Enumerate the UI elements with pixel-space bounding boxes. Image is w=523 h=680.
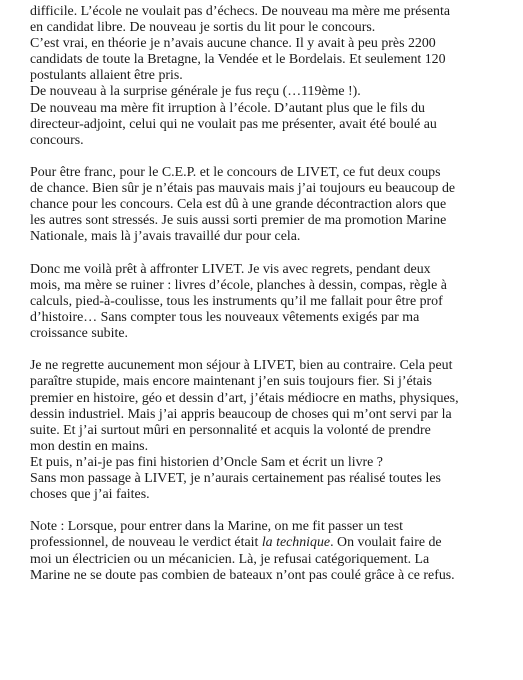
text-line: Marine ne se doute pas combien de bateaux n’ont pas coulé grâce à ce refus. (30, 567, 455, 583)
italic-phrase: la technique (261, 535, 331, 551)
text-line: Nationale, mais là j’avais travaillé dur pour cela. (30, 229, 301, 245)
text-line: Donc me voilà prêt à affronter LIVET. Je vis avec regrets, pendant deux (30, 261, 431, 277)
text-line: difficile. L’école ne voulait pas d’échecs. De nouveau ma mère me présenta (30, 4, 451, 19)
text-line: Pour être franc, pour le C.E.P. et le concours de LIVET, ce fut deux coups (30, 165, 441, 181)
text-line: Je ne regrette aucunement mon séjour à LIVET, bien au contraire. Cela peut (30, 358, 453, 374)
text-line: les autres sont stressés. Je suis aussi sorti premier de ma promotion Marine (30, 213, 447, 229)
text-line: croissance subite. (30, 326, 128, 342)
text-line: De nouveau ma mère fit irruption à l’école. D’autant plus que le fils du (30, 100, 425, 116)
paragraph-gap (30, 149, 522, 165)
text-run: . On voulait faire de (330, 535, 442, 551)
text-line: d’histoire… Sans compter tous les nouveaux vêtements exigés par ma (30, 309, 420, 325)
text-line: mon destin en mains. (30, 438, 149, 454)
paragraph-luck (30, 165, 522, 245)
text-line: Sans mon passage à LIVET, je n’aurais certainement pas réalisé toutes les (30, 471, 441, 486)
paragraph-livet-entrance (30, 4, 522, 149)
text-line: en candidat libre. De nouveau je sortis du lit pour le concours. (30, 20, 376, 36)
text-line: suite. Et j’ai surtout mûri en personnalité et acquis la volonté de prendre (30, 422, 431, 438)
text-line: concours. (30, 132, 84, 148)
text-line: de chance. Bien sûr je n’étais pas mauvais mais j’ai toujours eu beaucoup de (30, 181, 456, 197)
paragraph-gap (30, 342, 522, 358)
text-line: Note : Lorsque, pour entrer dans la Marine, on me fit passer un test (30, 519, 404, 535)
text-line: directeur-adjoint, celui qui ne voulait pas me présenter, avait été boulé au (30, 116, 437, 132)
text-line: De nouveau à la surprise générale je fus reçu (…119ème !). (30, 84, 361, 100)
text-line: candidats de toute la Bretagne, la Vendée et le Bordelais. Et seulement 120 (30, 52, 446, 68)
text-line: premier en histoire, géo et dessin d’art, j’étais médiocre en maths, physiques, (30, 390, 459, 406)
text-line-mixed (30, 535, 522, 551)
text-line: dessin industriel. Mais j’ai appris beaucoup de choses qui m’ont servi par la (30, 406, 452, 422)
text-line: moi un électricien ou un mécanicien. Là, je refusai catégoriquement. La (30, 551, 430, 567)
paragraph-preparation (30, 262, 522, 342)
text-line: choses que j’ai faites. (30, 487, 150, 503)
text-run: professionnel, de nouveau le verdict était (30, 535, 262, 551)
paragraph-gap (30, 246, 522, 262)
paragraph-gap (30, 503, 522, 519)
text-line: mois, ma mère se ruiner : livres d’école, planches à dessin, compas, règle à (30, 277, 447, 293)
text-line: chance pour les concours. Cela est dû à une grande décontraction alors que (30, 197, 447, 213)
paragraph-note (30, 519, 522, 583)
document-page (30, 4, 522, 584)
text-line: C’est vrai, en théorie je n’avais aucune chance. Il y avait à peu près 2200 (30, 36, 436, 52)
text-line: calculs, pied-à-coulisse, tous les instruments qu’il me fallait pour être prof (30, 293, 443, 309)
text-line: postulants allaient être pris. (30, 68, 183, 84)
text-line: Et puis, n’ai-je pas fini historien d’Oncle Sam et écrit un livre ? (30, 454, 383, 470)
paragraph-no-regrets (30, 358, 522, 503)
text-line: paraître stupide, mais encore maintenant j’en suis toujours fier. Si j’étais (30, 374, 432, 390)
